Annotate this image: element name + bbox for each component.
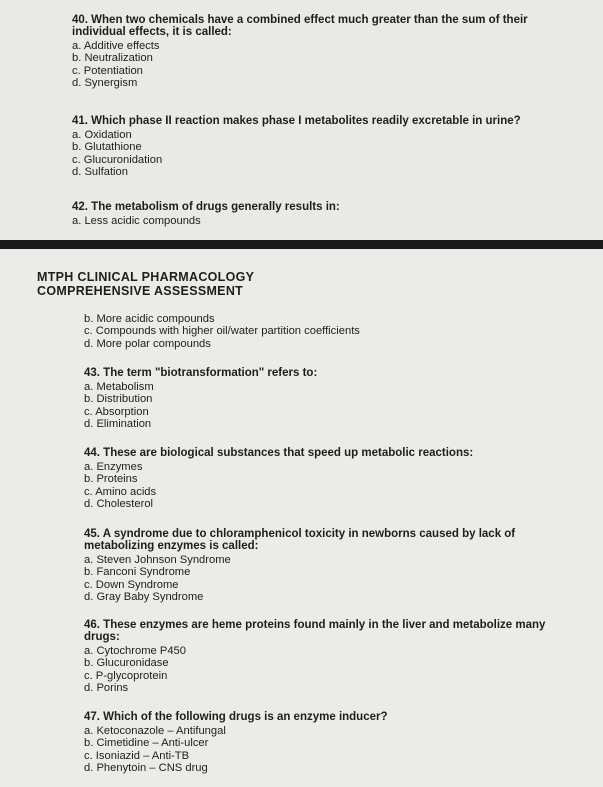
question-stem: 43. The term "biotransformation" refers to: bbox=[84, 367, 318, 379]
option-c: c. Compounds with higher oil/water partition coefficients bbox=[84, 325, 360, 338]
question-43 bbox=[84, 367, 584, 430]
option-a: a. Cytochrome P450 bbox=[84, 645, 186, 657]
option-a: a. Enzymes bbox=[84, 461, 143, 473]
option-c: c. Down Syndrome bbox=[84, 578, 179, 591]
option-c: c. Potentiation bbox=[72, 64, 143, 77]
option-b: b. Distribution bbox=[84, 393, 153, 406]
option-c: c. Absorption bbox=[84, 405, 149, 418]
question-45 bbox=[84, 528, 584, 603]
option-d: d. Sulfation bbox=[72, 165, 128, 178]
option-c: c. Glucuronidation bbox=[72, 153, 163, 166]
question-46 bbox=[84, 619, 584, 694]
option-a: a. Metabolism bbox=[84, 381, 154, 393]
question-47 bbox=[84, 711, 584, 774]
option-a: a. Additive effects bbox=[72, 40, 160, 52]
question-stem: 44. These are biological substances that speed up metabolic reactions: bbox=[84, 447, 474, 459]
question-41 bbox=[72, 115, 597, 178]
question-stem: 41. Which phase II reaction makes phase I metabolites readily excretable in urine? bbox=[72, 115, 521, 127]
question-44 bbox=[84, 447, 584, 510]
option-b: b. Neutralization bbox=[72, 52, 153, 65]
option-b: b. Glutathione bbox=[72, 141, 142, 154]
question-42 bbox=[72, 201, 592, 227]
option-b: b. Fanconi Syndrome bbox=[84, 566, 191, 579]
option-b: b. Glucuronidase bbox=[84, 657, 169, 670]
question-stem: 45. A syndrome due to chloramphenicol toxicity in newborns caused by lack of metabolizing enzymes is called: bbox=[84, 528, 516, 552]
option-d: d. Elimination bbox=[84, 417, 152, 430]
option-d: d. Phenytoin – CNS drug bbox=[84, 761, 208, 774]
option-c: c. P-glycoprotein bbox=[84, 669, 168, 682]
course-title: MTPH CLINICAL PHARMACOLOGY bbox=[37, 270, 255, 284]
assessment-title: COMPREHENSIVE ASSESSMENT bbox=[37, 284, 244, 298]
option-a: a. Oxidation bbox=[72, 129, 132, 141]
option-a: a. Less acidic compounds bbox=[72, 215, 201, 227]
option-c: c. Isoniazid – Anti-TB bbox=[84, 749, 190, 762]
option-d: d. Porins bbox=[84, 681, 129, 694]
question-40 bbox=[72, 14, 572, 89]
question-stem: 40. When two chemicals have a combined effect much greater than the sum of their individual effects, it is called: bbox=[72, 14, 528, 38]
option-d: d. Cholesterol bbox=[84, 497, 154, 510]
option-c: c. Amino acids bbox=[84, 485, 157, 498]
option-d: d. More polar compounds bbox=[84, 337, 211, 350]
question-stem: 47. Which of the following drugs is an enzyme inducer? bbox=[84, 711, 388, 723]
option-b: b. Cimetidine – Anti-ulcer bbox=[84, 737, 209, 750]
option-a: a. Ketoconazole – Antifungal bbox=[84, 725, 226, 737]
option-d: d. Synergism bbox=[72, 76, 138, 89]
option-b: b. More acidic compounds bbox=[84, 313, 215, 325]
option-b: b. Proteins bbox=[84, 473, 138, 486]
option-d: d. Gray Baby Syndrome bbox=[84, 590, 204, 603]
question-stem: 46. These enzymes are heme proteins found mainly in the liver and metabolize many drugs: bbox=[84, 619, 546, 643]
option-a: a. Steven Johnson Syndrome bbox=[84, 554, 231, 566]
page-divider bbox=[0, 240, 603, 249]
question-42-continued bbox=[84, 313, 584, 350]
question-stem: 42. The metabolism of drugs generally results in: bbox=[72, 201, 340, 213]
worksheet-page-top bbox=[0, 0, 603, 240]
worksheet-page-bottom bbox=[0, 249, 603, 787]
